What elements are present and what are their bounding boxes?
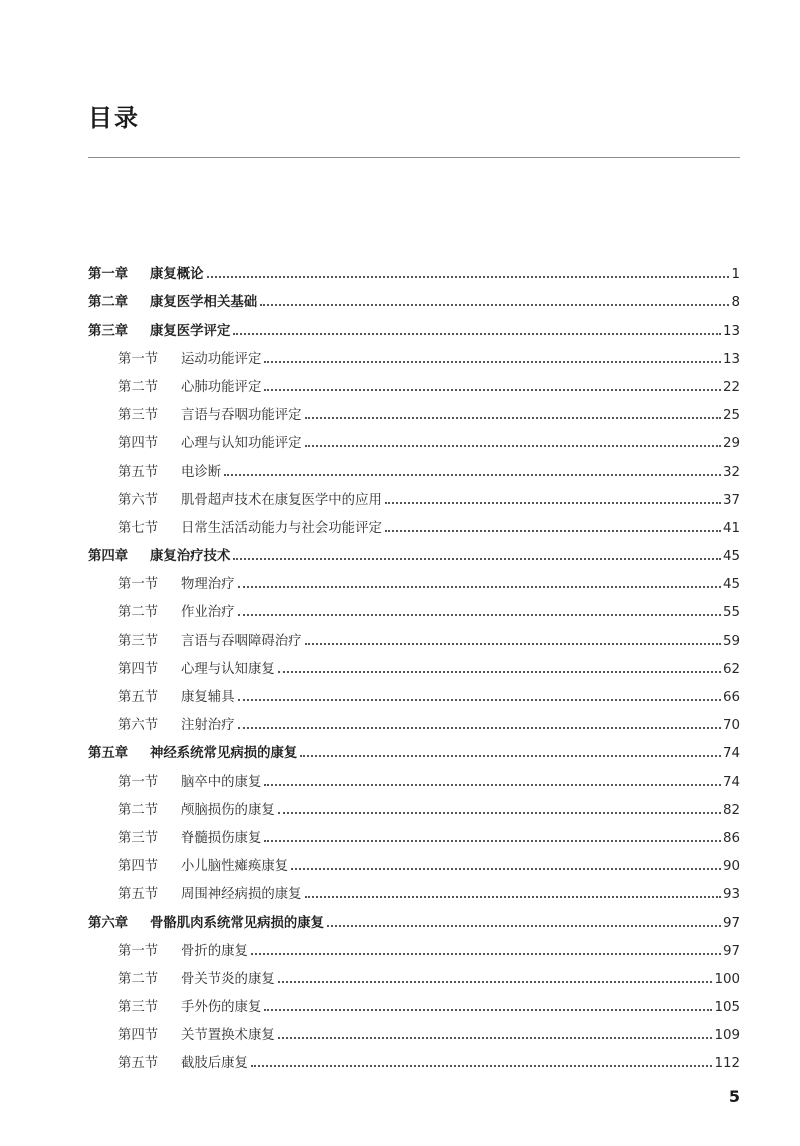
toc-entry-number: 第六节 <box>118 492 159 508</box>
toc-entry-number: 第一节 <box>118 351 159 367</box>
toc-section-entry[interactable] <box>88 620 740 648</box>
dot-leader <box>207 276 730 278</box>
toc-entry-title: 康复辅具 <box>181 690 235 705</box>
toc-entry-title: 心理与认知康复 <box>181 661 275 677</box>
toc-section-entry[interactable] <box>88 564 740 592</box>
toc-entry-page: 93 <box>722 887 740 903</box>
toc-entry-number: 第二节 <box>118 379 159 395</box>
toc-entry-page: 105 <box>714 1000 740 1016</box>
toc-entry-title: 心理与认知功能评定 <box>181 436 302 452</box>
toc-entry-page: 32 <box>722 464 740 480</box>
toc-entry-number: 第四节 <box>118 859 159 875</box>
dot-leader <box>238 699 721 701</box>
dot-leader <box>260 304 729 306</box>
toc-entry-number: 第七节 <box>118 520 159 536</box>
toc-entry-number: 第三节 <box>118 1000 159 1016</box>
toc-entry-page: 1 <box>731 267 740 283</box>
toc-section-entry[interactable] <box>88 987 740 1015</box>
toc-entry-page: 97 <box>722 943 740 959</box>
toc-entry-number: 第二节 <box>118 605 159 621</box>
dot-leader <box>305 445 721 447</box>
toc-entry-page: 86 <box>722 830 740 846</box>
toc-entry-number: 第一章 <box>88 267 129 283</box>
toc-entry-title: 康复医学相关基础 <box>150 295 258 311</box>
toc-entry-number: 第五节 <box>118 1056 159 1072</box>
toc-chapter-entry[interactable] <box>88 282 740 310</box>
toc-entry-number: 第三节 <box>118 830 159 846</box>
toc-entry-title: 康复医学评定 <box>150 323 231 339</box>
dot-leader <box>300 755 721 757</box>
dot-leader <box>291 868 721 870</box>
toc-entry-number: 第三章 <box>88 323 129 339</box>
toc-entry-page: 45 <box>722 577 740 593</box>
toc-entry-title: 骨骼肌肉系统常见病损的康复 <box>150 915 325 931</box>
dot-leader <box>251 953 721 955</box>
toc-entry-page: 25 <box>722 408 740 424</box>
toc-entry-page: 90 <box>722 859 740 875</box>
toc-entry-number: 第五节 <box>118 690 159 705</box>
toc-entry-number: 第六章 <box>88 915 129 931</box>
dot-leader <box>238 727 721 729</box>
table-of-contents <box>88 254 740 1071</box>
toc-entry-page: 97 <box>722 915 740 931</box>
toc-entry-title: 截肢后康复 <box>181 1056 248 1072</box>
toc-entry-page: 41 <box>722 520 740 536</box>
toc-entry-page: 13 <box>722 323 740 339</box>
toc-entry-page: 37 <box>722 492 740 508</box>
dot-leader <box>305 643 721 645</box>
toc-entry-page: 70 <box>722 718 740 734</box>
toc-section-entry[interactable] <box>88 1043 740 1071</box>
toc-entry-page: 8 <box>731 295 740 311</box>
dot-leader <box>385 530 721 532</box>
toc-section-entry[interactable] <box>88 395 740 423</box>
toc-entry-title: 手外伤的康复 <box>181 1000 262 1016</box>
toc-entry-number: 第五章 <box>88 746 129 762</box>
toc-entry-page: 112 <box>714 1056 740 1072</box>
dot-leader <box>385 502 721 504</box>
toc-entry-title: 物理治疗 <box>181 577 235 593</box>
dot-leader <box>278 812 721 814</box>
toc-section-entry[interactable] <box>88 818 740 846</box>
toc-entry-title: 言语与吞咽功能评定 <box>181 408 302 424</box>
toc-entry-number: 第四章 <box>88 549 129 565</box>
toc-entry-number: 第五节 <box>118 887 159 903</box>
dot-leader <box>278 981 713 983</box>
dot-leader <box>233 558 721 560</box>
dot-leader <box>233 333 721 335</box>
toc-section-entry[interactable] <box>88 959 740 987</box>
dot-leader <box>251 1065 712 1067</box>
toc-entry-title: 肌骨超声技术在康复医学中的应用 <box>181 492 382 508</box>
toc-chapter-entry[interactable] <box>88 902 740 930</box>
title-divider <box>88 157 740 158</box>
toc-entry-number: 第六节 <box>118 718 159 734</box>
toc-entry-title: 注射治疗 <box>181 718 235 734</box>
dot-leader <box>264 1009 712 1011</box>
toc-entry-number: 第三节 <box>118 633 159 649</box>
toc-entry-title: 骨折的康复 <box>181 943 248 959</box>
page-title: 目录 <box>88 104 140 132</box>
toc-entry-number: 第一节 <box>118 943 159 959</box>
toc-entry-title: 作业治疗 <box>181 605 235 621</box>
toc-entry-title: 脊髓损伤康复 <box>181 830 262 846</box>
toc-entry-page: 82 <box>722 802 740 818</box>
toc-chapter-entry[interactable] <box>88 536 740 564</box>
toc-entry-page: 74 <box>722 774 740 790</box>
toc-entry-title: 心肺功能评定 <box>181 379 262 395</box>
toc-entry-page: 59 <box>722 633 740 649</box>
toc-entry-page: 29 <box>722 436 740 452</box>
dot-leader <box>305 896 721 898</box>
toc-entry-number: 第二章 <box>88 295 129 311</box>
dot-leader <box>264 361 721 363</box>
toc-entry-title: 小儿脑性瘫痪康复 <box>181 859 289 875</box>
toc-entry-number: 第三节 <box>118 408 159 424</box>
toc-entry-title: 周围神经病损的康复 <box>181 887 302 903</box>
toc-entry-title: 康复概论 <box>150 267 204 283</box>
toc-entry-title: 康复治疗技术 <box>150 549 231 565</box>
toc-section-entry[interactable] <box>88 677 740 705</box>
toc-section-entry[interactable] <box>88 339 740 367</box>
toc-entry-page: 22 <box>722 379 740 395</box>
page-number: 5 <box>728 1087 740 1106</box>
dot-leader <box>264 784 721 786</box>
dot-leader <box>238 586 721 588</box>
toc-entry-title: 颅脑损伤的康复 <box>181 802 275 818</box>
toc-section-entry[interactable] <box>88 846 740 874</box>
toc-entry-number: 第四节 <box>118 661 159 677</box>
toc-entry-title: 脑卒中的康复 <box>181 774 262 790</box>
toc-entry-title: 神经系统常见病损的康复 <box>150 746 298 762</box>
toc-section-entry[interactable] <box>88 1015 740 1043</box>
dot-leader <box>305 417 721 419</box>
dot-leader <box>278 671 721 673</box>
toc-section-entry[interactable] <box>88 592 740 620</box>
toc-entry-page: 109 <box>714 1028 740 1044</box>
toc-chapter-entry[interactable] <box>88 733 740 761</box>
toc-entry-page: 66 <box>722 690 740 705</box>
toc-entry-number: 第二节 <box>118 802 159 818</box>
toc-section-entry[interactable] <box>88 451 740 479</box>
toc-section-entry[interactable] <box>88 874 740 902</box>
toc-section-entry[interactable] <box>88 705 740 733</box>
toc-section-entry[interactable] <box>88 367 740 395</box>
toc-entry-page: 45 <box>722 549 740 565</box>
toc-entry-number: 第四节 <box>118 1028 159 1044</box>
toc-entry-page: 55 <box>722 605 740 621</box>
toc-section-entry[interactable] <box>88 508 740 536</box>
dot-leader <box>278 1037 713 1039</box>
toc-entry-page: 13 <box>722 351 740 367</box>
toc-section-entry[interactable] <box>88 761 740 789</box>
toc-entry-page: 62 <box>722 661 740 677</box>
toc-entry-title: 骨关节炎的康复 <box>181 971 275 987</box>
dot-leader <box>238 614 721 616</box>
toc-chapter-entry[interactable] <box>88 254 740 282</box>
toc-entry-number: 第四节 <box>118 436 159 452</box>
toc-section-entry[interactable] <box>88 649 740 677</box>
dot-leader <box>264 840 721 842</box>
toc-section-entry[interactable] <box>88 790 740 818</box>
toc-entry-title: 运动功能评定 <box>181 351 262 367</box>
dot-leader <box>224 474 721 476</box>
toc-entry-title: 电诊断 <box>181 464 222 480</box>
toc-entry-number: 第五节 <box>118 464 159 480</box>
toc-entry-number: 第一节 <box>118 774 159 790</box>
toc-entry-title: 言语与吞咽障碍治疗 <box>181 633 302 649</box>
toc-entry-number: 第二节 <box>118 971 159 987</box>
dot-leader <box>327 925 721 927</box>
toc-section-entry[interactable] <box>88 423 740 451</box>
toc-entry-page: 74 <box>722 746 740 762</box>
toc-entry-number: 第一节 <box>118 577 159 593</box>
toc-section-entry[interactable] <box>88 931 740 959</box>
toc-entry-title: 关节置换术康复 <box>181 1028 275 1044</box>
toc-entry-title: 日常生活活动能力与社会功能评定 <box>181 520 382 536</box>
toc-chapter-entry[interactable] <box>88 310 740 338</box>
toc-entry-page: 100 <box>714 971 740 987</box>
dot-leader <box>264 389 721 391</box>
toc-section-entry[interactable] <box>88 480 740 508</box>
